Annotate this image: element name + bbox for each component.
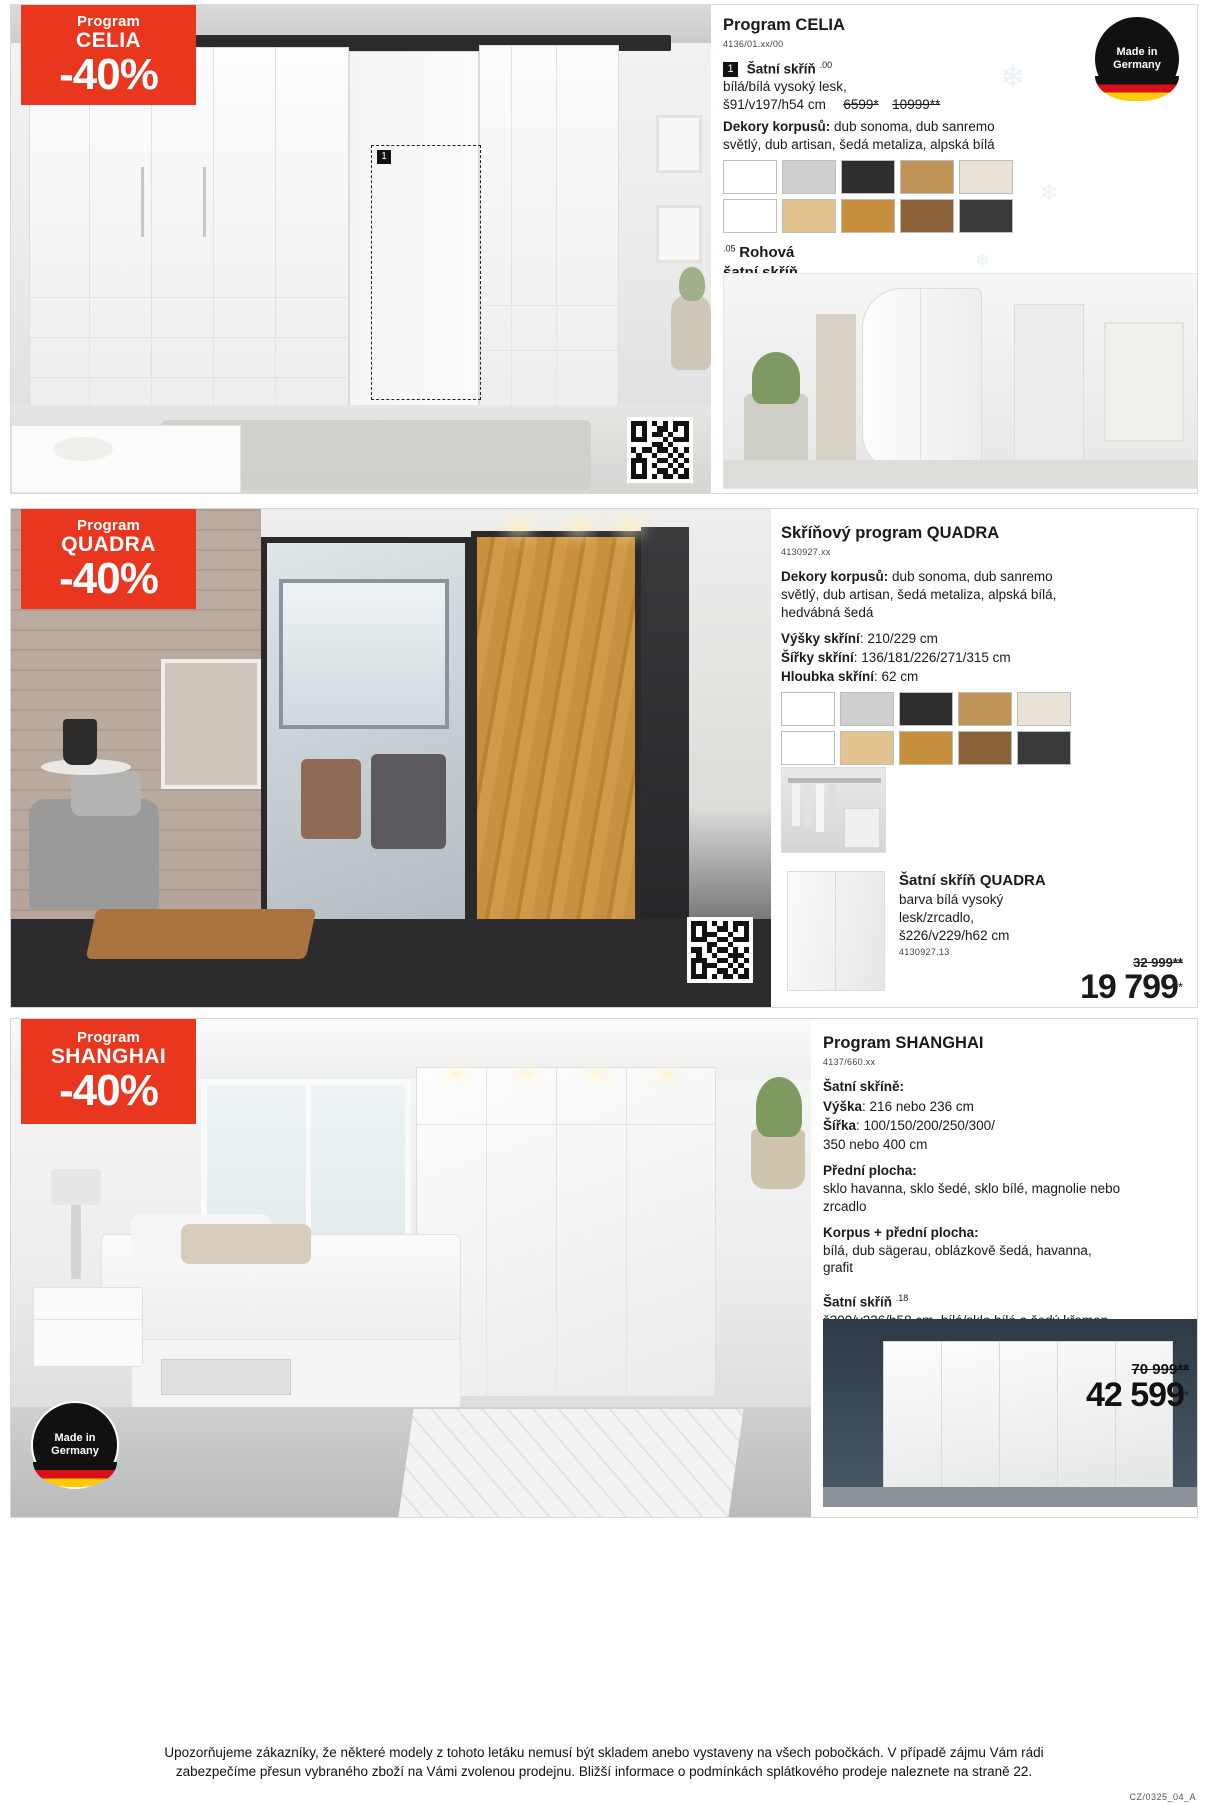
qr-code-quadra[interactable]: [687, 917, 753, 983]
quadra-spec-1-label: Šířky skříní: [781, 649, 854, 665]
quadra-price-block: [1080, 955, 1183, 1007]
footer-note: [10, 1743, 1198, 1782]
shanghai-spec-2-value: 350 nebo 400 cm: [823, 1136, 928, 1152]
seal-line2: Germany: [1113, 59, 1161, 71]
celia-item-number: 1: [723, 62, 738, 77]
quadra-product-title: Šatní skříň QUADRA: [899, 872, 1046, 889]
quadra-decors-text: dub sonoma, dub sanremo světlý, dub artisan, šedá metaliza, alpská bílá, hedvábná šedá: [781, 568, 1057, 620]
quadra-price-old: 32 999**: [1133, 955, 1183, 970]
made-in-germany-seal: [1095, 17, 1179, 101]
snowflake-icon: ❄: [1000, 61, 1026, 94]
shanghai-spec-0-value: : 216 nebo 236 cm: [862, 1098, 974, 1114]
shanghai-spec-1-label: Šířka: [823, 1117, 857, 1133]
quadra-product-desc2: lesk/zrcadlo,: [899, 909, 975, 925]
made-in-germany-seal: [33, 1403, 117, 1487]
swatch[interactable]: [959, 199, 1013, 233]
celia-decors-text: dub sonoma, dub sanremo světlý, dub artisan, šedá metaliza, alpská bílá: [723, 119, 995, 153]
shanghai-code: 4137/660.xx: [823, 1056, 876, 1067]
badge-program-name: QUADRA: [61, 532, 156, 556]
celia-code: 4136/01.xx/00: [723, 38, 784, 49]
quadra-product-code: 4130927.13: [899, 946, 950, 957]
discount-badge-quadra: [21, 509, 196, 609]
shanghai-spec-1-value: : 100/150/200/250/300/: [856, 1117, 995, 1133]
shanghai-product-photo: [823, 1319, 1198, 1507]
quadra-spec-0-value: : 210/229 cm: [859, 630, 938, 646]
swatch[interactable]: [782, 160, 836, 194]
celia-title: Program CELIA: [723, 16, 845, 34]
celia-second-title: Rohová: [739, 244, 795, 262]
shanghai-front-label: Přední plocha:: [823, 1162, 917, 1178]
badge-program-label: Program: [76, 12, 141, 30]
swatch[interactable]: [1017, 692, 1071, 726]
swatch[interactable]: [900, 199, 954, 233]
badge-discount: -40%: [59, 1066, 158, 1115]
celia-swatches: [723, 160, 1013, 233]
section-quadra: [10, 508, 1198, 1008]
seal-line2: Germany: [51, 1445, 99, 1457]
shanghai-title: Program SHANGHAI: [823, 1034, 984, 1052]
shanghai-price-star: *: [1183, 1387, 1189, 1403]
badge-discount: -40%: [59, 553, 158, 603]
seal-line1: Made in: [1116, 46, 1158, 59]
quadra-spec-2-value: : 62 cm: [874, 668, 919, 684]
quadra-info: [781, 523, 1081, 775]
badge-program-label: Program: [76, 516, 141, 534]
swatch[interactable]: [781, 731, 835, 765]
shanghai-item-subcode: .18: [895, 1293, 909, 1304]
celia-corner-wardrobe-photo: [723, 273, 1198, 489]
quadra-product-photo: [781, 867, 891, 997]
discount-badge-celia: [21, 5, 196, 105]
swatch[interactable]: [899, 692, 953, 726]
section-shanghai: [10, 1018, 1198, 1518]
swatch[interactable]: [841, 160, 895, 194]
swatch[interactable]: [782, 199, 836, 233]
swatch[interactable]: [781, 692, 835, 726]
swatch[interactable]: [840, 731, 894, 765]
badge-program-name: SHANGHAI: [50, 1045, 167, 1068]
quadra-product-dims: š226/v229/h62 cm: [899, 927, 1010, 943]
snowflake-icon: ❄: [975, 250, 991, 270]
quadra-spec-2-label: Hloubka skříní: [781, 668, 875, 684]
qr-code-celia[interactable]: [627, 417, 693, 483]
swatch[interactable]: [899, 731, 953, 765]
discount-badge-shanghai: [21, 1019, 196, 1124]
shanghai-body-text: bílá, dub sägerau, oblázkově šedá, havanna, grafit: [823, 1242, 1092, 1276]
celia-item-dims: š91/v197/h54 cm: [723, 97, 826, 113]
shanghai-price-block: [1086, 1361, 1189, 1415]
celia-room-photo: 1: [11, 5, 711, 493]
swatch[interactable]: [1017, 731, 1071, 765]
quadra-spec-0-label: Výšky skříní: [781, 630, 860, 646]
swatch[interactable]: [723, 160, 777, 194]
quadra-code: 4130927.xx: [781, 546, 831, 557]
shanghai-group-label: Šatní skříně:: [823, 1078, 905, 1094]
quadra-price-star: *: [1177, 979, 1183, 995]
celia-price-old: 6599*: [843, 97, 879, 113]
shanghai-body-label: Korpus + přední plocha:: [823, 1224, 979, 1240]
celia-item-subcode: .00: [819, 59, 833, 70]
celia-item-desc: bílá/bílá vysoký lesk,: [723, 79, 847, 95]
celia-price-old2: 10999**: [892, 97, 941, 113]
quadra-swatches: [781, 692, 1071, 765]
swatch[interactable]: [958, 731, 1012, 765]
swatch[interactable]: [841, 199, 895, 233]
shanghai-info: [823, 1033, 1123, 1338]
swatch[interactable]: [958, 692, 1012, 726]
swatch[interactable]: [959, 160, 1013, 194]
shanghai-spec-0-label: Výška: [823, 1098, 863, 1114]
footer-line1: Upozorňujeme zákazníky, že některé modely z tohoto letáku nemusí být skladem anebo vystaveny na všech pobočkách. V případě zájmu Vám rádi: [164, 1744, 1044, 1760]
badge-program-name: CELIA: [76, 28, 141, 52]
quadra-price-new: 19 799: [1079, 968, 1178, 1006]
quadra-product-desc1: barva bílá vysoký: [899, 891, 1004, 907]
snowflake-icon: ❄: [1040, 180, 1059, 205]
seal-line1: Made in: [54, 1432, 96, 1445]
shanghai-item-title: Šatní skříň: [823, 1294, 893, 1310]
swatch[interactable]: [900, 160, 954, 194]
quadra-product-info: [899, 871, 1099, 968]
quadra-spec-1-value: : 136/181/226/271/315 cm: [853, 649, 1011, 665]
quadra-decors-label: Dekory korpusů:: [781, 568, 889, 584]
badge-program-label: Program: [76, 1029, 141, 1046]
shanghai-price-old: 70 999**: [1131, 1361, 1189, 1378]
badge-discount: -40%: [59, 49, 158, 99]
celia-item-title: Šatní skříň: [746, 61, 816, 77]
shanghai-price-new: 42 599: [1085, 1376, 1184, 1414]
footer-line2: zabezpečíme přesun vybraného zboží na Vámi zvolenou prodejnu. Bližší informace o podmínkách splátkového prodeje naleznete na straně 22.: [175, 1764, 1033, 1780]
swatch[interactable]: [840, 692, 894, 726]
page-code: CZ/0325_04_A: [1129, 1792, 1196, 1802]
celia-decors-label: Dekory korpusů:: [723, 119, 831, 135]
shanghai-front-text: sklo havanna, sklo šedé, sklo bílé, magnolie nebo zrcadlo: [823, 1180, 1121, 1214]
celia-second-subcode: .05: [723, 243, 736, 254]
quadra-interior-photo: [781, 767, 886, 853]
quadra-title: Skříňový program QUADRA: [781, 524, 1000, 542]
swatch[interactable]: [723, 199, 777, 233]
